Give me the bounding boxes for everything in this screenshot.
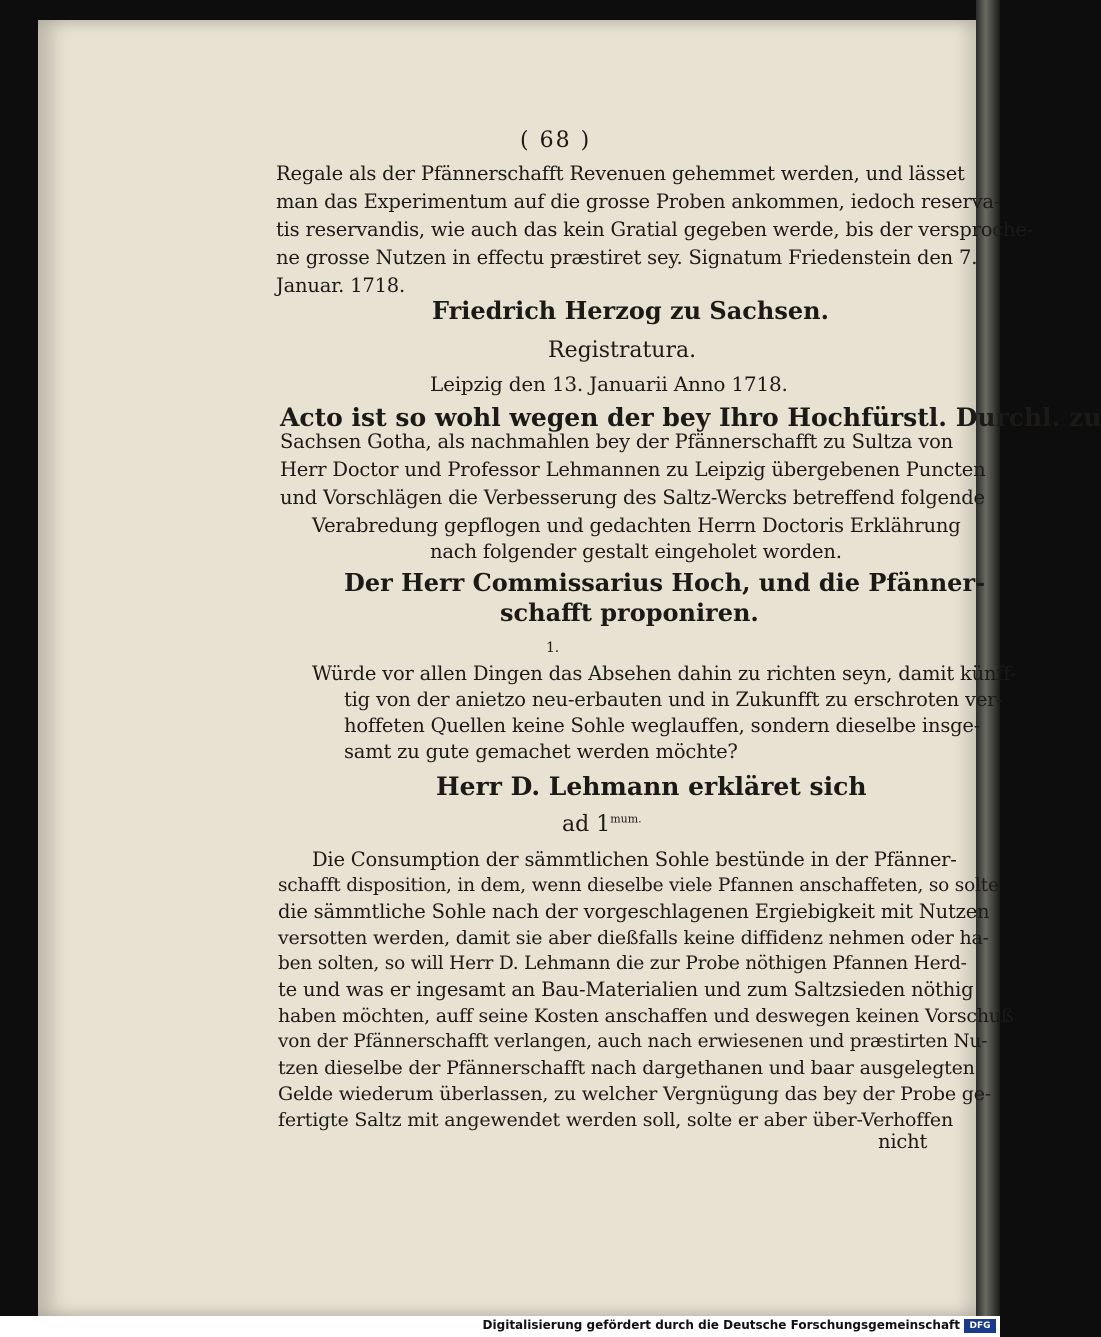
footer-credit: Digitalisierung gefördert durch die Deutsche Forschungsgemeinschaft xyxy=(482,1318,960,1332)
answer-line: ben solten, so will Herr D. Lehmann die zur Probe nöthigen Pfannen Herd- xyxy=(278,953,967,974)
footer-bar xyxy=(0,1316,1000,1337)
text-line: Januar. 1718. xyxy=(276,274,405,297)
question-line: tig von der anietzo neu-erbauten und in Zukunfft zu erschroten ver- xyxy=(344,688,1003,711)
section-heading: Herr D. Lehmann erkläret sich xyxy=(436,772,867,801)
answer-line: haben möchten, auff seine Kosten anschaffen und deswegen keinen Vorschuß xyxy=(278,1005,1014,1027)
section-heading-cont: schafft proponiren. xyxy=(500,598,759,627)
page-number: ( 68 ) xyxy=(520,128,592,153)
answer-line: schafft disposition, in dem, wenn dieselbe viele Pfannen anschaffeten, so solte xyxy=(278,875,999,896)
text-line: man das Experimentum auf die grosse Proben ankommen, iedoch reserva- xyxy=(276,190,1001,213)
text-line: Regale als der Pfännerschafft Revenuen gehemmet werden, und lässet xyxy=(276,162,965,185)
text-line: Verabredung gepflogen und gedachten Herrn Doctoris Erklährung xyxy=(312,514,961,537)
text-line: Herr Doctor und Professor Lehmannen zu Leipzig übergebenen Puncten xyxy=(280,458,986,481)
date-line: Leipzig den 13. Januarii Anno 1718. xyxy=(430,372,788,396)
catchword: nicht xyxy=(878,1130,928,1153)
text-line: nach folgender gestalt eingeholet worden. xyxy=(430,540,842,563)
numeral: 1. xyxy=(546,640,559,656)
answer-line: tzen dieselbe der Pfännerschafft nach dargethanen und baar ausgelegten xyxy=(278,1057,975,1079)
question-line: samt zu gute gemachet werden möchte? xyxy=(344,740,738,763)
question-line: hoffeten Quellen keine Sohle weglauffen, sondern dieselbe insge- xyxy=(344,714,981,737)
answer-line: fertigte Saltz mit angewendet werden soll, solte er aber über-Verhoffen xyxy=(278,1109,954,1131)
registratura-heading: Registratura. xyxy=(548,338,697,363)
ad-label xyxy=(562,812,642,837)
answer-line: te und was er ingesamt an Bau-Materialien und zum Saltzsieden nöthig xyxy=(278,978,974,1001)
question-line: Würde vor allen Dingen das Absehen dahin zu richten seyn, damit künff- xyxy=(312,662,1017,685)
text-line: Sachsen Gotha, als nachmahlen bey der Pfännerschafft zu Sultza von xyxy=(280,430,953,453)
text-line: tis reservandis, wie auch das kein Gratial gegeben werde, bis der versproche- xyxy=(276,218,1034,241)
text-line: ne grosse Nutzen in effectu præstiret sey. Signatum Friedenstein den 7. xyxy=(276,246,978,269)
answer-line: die sämmtliche Sohle nach der vorgeschlagenen Ergiebigkeit mit Nutzen xyxy=(278,900,990,923)
section-heading: Der Herr Commissarius Hoch, und die Pfänner- xyxy=(344,568,986,597)
ad-label-sup: mum. xyxy=(610,812,642,826)
text-line: und Vorschlägen die Verbesserung des Saltz-Wercks betreffend folgende xyxy=(280,486,985,509)
signature: Friedrich Herzog zu Sachsen. xyxy=(432,296,829,325)
acto-first-line: Acto ist so wohl wegen der bey Ihro Hochfürstl. Durchl. zu xyxy=(280,403,1101,432)
ad-label-main: ad 1 xyxy=(562,812,611,837)
dfg-logo: DFG xyxy=(964,1319,996,1333)
answer-line: Die Consumption der sämmtlichen Sohle bestünde in der Pfänner- xyxy=(312,848,957,871)
answer-line: Gelde wiederum überlassen, zu welcher Vergnügung das bey der Probe ge- xyxy=(278,1083,991,1105)
answer-line: versotten werden, damit sie aber dießfalls keine diffidenz nehmen oder ha- xyxy=(278,927,989,949)
answer-line: von der Pfännerschafft verlangen, auch nach erwiesenen und præstirten Nu- xyxy=(278,1031,988,1052)
